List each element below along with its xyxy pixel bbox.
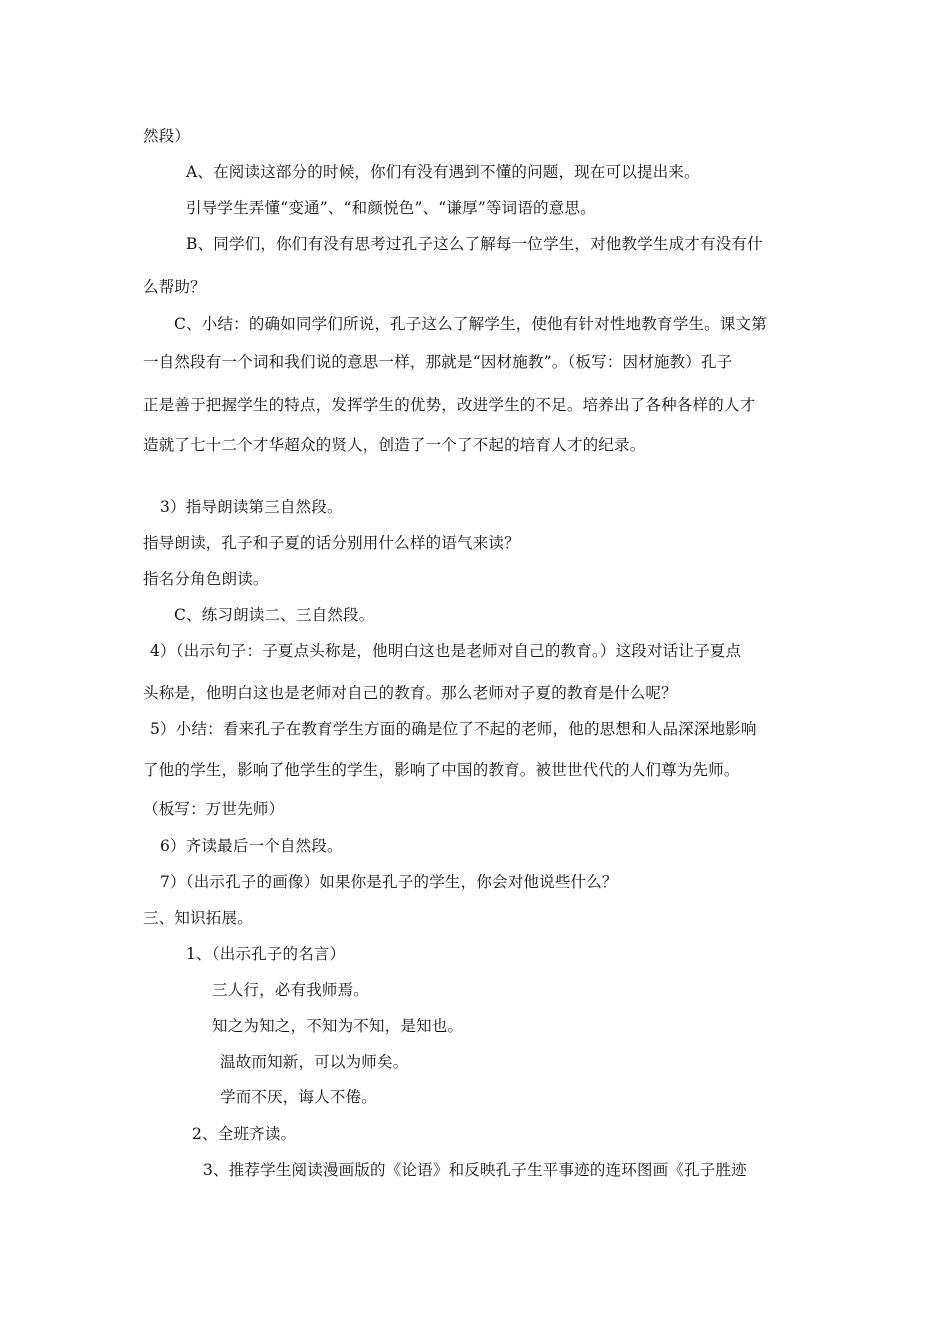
section-heading: 三、知识拓展。 xyxy=(143,909,253,927)
paragraph-line: 引导学生弄懂“变通”、“和颜悦色”、“谦厚”等词语的意思。 xyxy=(186,199,596,217)
paragraph-line: 2、全班齐读。 xyxy=(192,1125,297,1143)
paragraph-line: 一自然段有一个词和我们说的意思一样，那就是“因材施教”。（板写：因材施教）孔子 xyxy=(143,353,733,371)
paragraph-line: 么帮助？ xyxy=(143,278,206,296)
paragraph-line: 3）指导朗读第三自然段。 xyxy=(160,498,343,516)
paragraph-line: 7）（出示孔子的画像）如果你是孔子的学生，你会对他说些什么？ xyxy=(160,873,618,891)
quote-line: 三人行，必有我师焉。 xyxy=(212,981,370,999)
paragraph-line: 了他的学生，影响了他学生的学生，影响了中国的教育。被世世代代的人们尊为先师。 xyxy=(143,761,740,779)
paragraph-line: C、练习朗读二、三自然段。 xyxy=(174,606,375,624)
paragraph-line: A、在阅读这部分的时候，你们有没有遇到不懂的问题，现在可以提出来。 xyxy=(186,163,700,181)
paragraph-line: 3、推荐学生阅读漫画版的《论语》和反映孔子生平事迹的连环图画《孔子胜迹 xyxy=(203,1161,747,1179)
quote-line: 学而不厌，诲人不倦。 xyxy=(220,1088,378,1106)
quote-line: 知之为知之，不知为不知，是知也。 xyxy=(212,1017,464,1035)
paragraph-line: 头称是，他明白这也是老师对自己的教育。那么老师对子夏的教育是什么呢？ xyxy=(143,684,677,702)
paragraph-line: 4）（出示句子：子夏点头称是，他明白这也是老师对自己的教育。）这段对话让子夏点 xyxy=(150,642,742,660)
paragraph-line: 指导朗读，孔子和子夏的话分别用什么样的语气来读？ xyxy=(143,534,520,552)
paragraph-line: 指名分角色朗读。 xyxy=(143,570,269,588)
paragraph-line: （板写：万世先师） xyxy=(143,800,285,818)
paragraph-line: 然段） xyxy=(143,127,191,145)
paragraph-line: 造就了七十二个才华超众的贤人，创造了一个了不起的培育人才的纪录。 xyxy=(143,436,646,454)
paragraph-line: 5）小结：看来孔子在教育学生方面的确是位了不起的老师，他的思想和人品深深地影响 xyxy=(150,720,757,738)
quote-line: 温故而知新，可以为师矣。 xyxy=(220,1053,409,1071)
paragraph-line: C、小结：的确如同学们所说，孔子这么了解学生，使他有针对性地教育学生。课文第 xyxy=(174,315,767,333)
paragraph-line: 1、（出示孔子的名言） xyxy=(186,945,346,963)
paragraph-line: 正是善于把握学生的特点，发挥学生的优势，改进学生的不足。培养出了各种各样的人才 xyxy=(143,396,756,414)
paragraph-line: 6）齐读最后一个自然段。 xyxy=(160,837,343,855)
paragraph-line: B、同学们，你们有没有思考过孔子这么了解每一位学生，对他教学生成才有没有什 xyxy=(186,235,763,253)
